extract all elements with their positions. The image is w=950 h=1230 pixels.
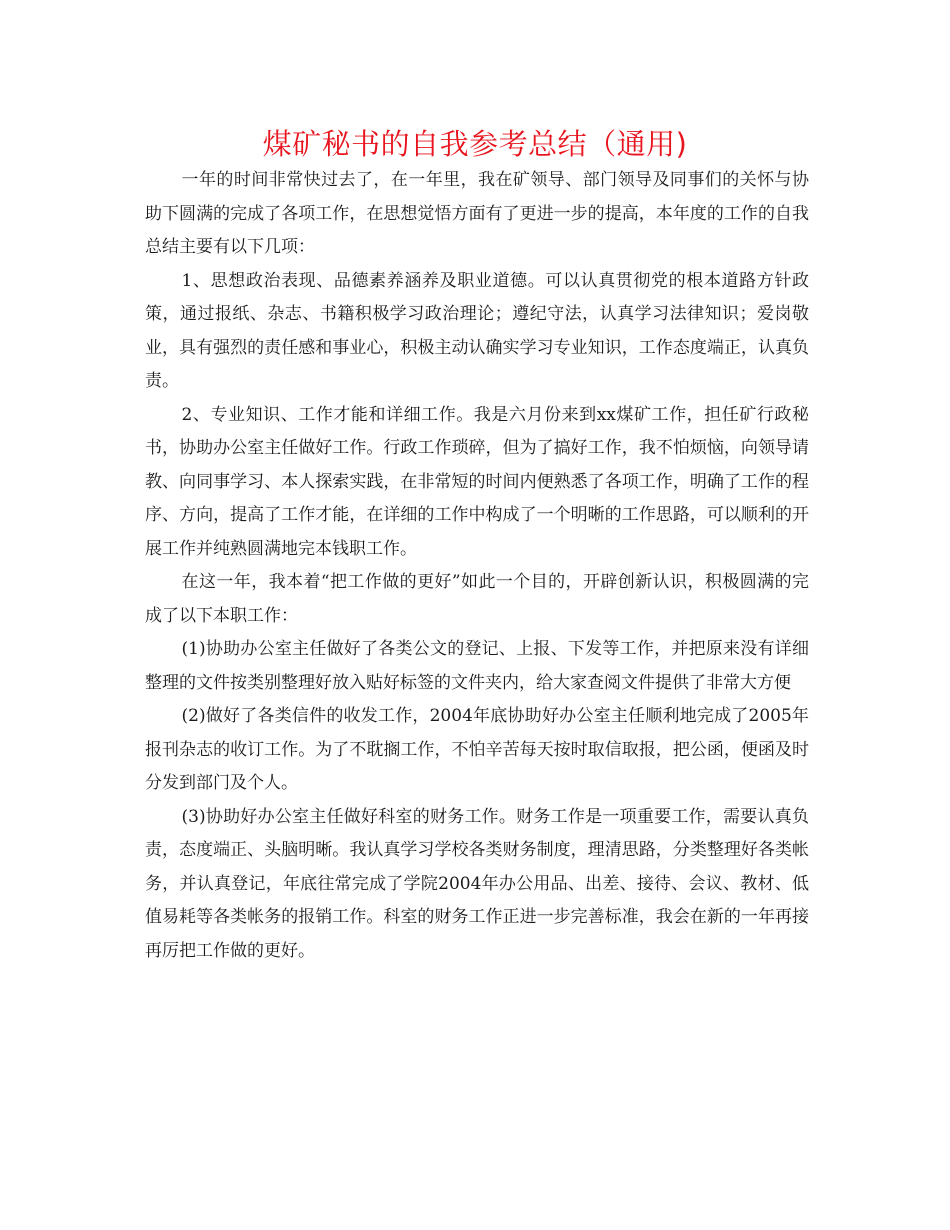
document-title: 煤矿秘书的自我参考总结（通用) xyxy=(262,127,688,161)
paragraph-item-3: (3)协助好办公室主任做好科室的财务工作。财务工作是一项重要工作，需要认真负责，态度端正、头脑明晰。我认真学习学校各类财务制度，理清思路，分类整理好各类帐务，并认真登记，年底往常完成了学院2004年办公用品、出差、接待、会议、教材、低值易耗等各类帐务的报销工作。科室的财务工作正进一步完善标准，我会在新的一年再接再厉把工作做的更好。 xyxy=(145,806,809,961)
document-body xyxy=(145,164,809,968)
paragraph-goal: 在这一年，我本着“把工作做的更好”如此一个目的，开辟创新认识，积极圆满的完成了以下本职工作： xyxy=(145,572,809,626)
paragraph-section-1: 1、思想政治表现、品德素养涵养及职业道德。可以认真贯彻党的根本道路方针政策，通过报纸、杂志、书籍积极学习政治理论；遵纪守法，认真学习法律知识；爱岗敬业，具有强烈的责任感和事业心，积极主动认确实学习专业知识，工作态度端正，认真负责。 xyxy=(145,270,809,391)
paragraph-item-1: (1)协助办公室主任做好了各类公文的登记、上报、下发等工作，并把原来没有详细整理的文件按类别整理好放入贴好标签的文件夹内，给大家查阅文件提供了非常大方便 xyxy=(145,639,809,693)
paragraph-item-2: (2)做好了各类信件的收发工作，2004年底协助好办公室主任顺利地完成了2005年报刊杂志的收订工作。为了不耽搁工作，不怕辛苦每天按时取信取报，把公函，便函及时分发到部门及个人。 xyxy=(145,706,809,793)
paragraph-intro: 一年的时间非常快过去了，在一年里，我在矿领导、部门领导及同事们的关怀与协助下圆满的完成了各项工作，在思想觉悟方面有了更进一步的提高，本年度的工作的自我总结主要有以下几项： xyxy=(145,170,809,257)
paragraph-section-2: 2、专业知识、工作才能和详细工作。我是六月份来到xx煤矿工作，担任矿行政秘书，协助办公室主任做好工作。行政工作琐碎，但为了搞好工作，我不怕烦恼，向领导请教、向同事学习、本人探索实践，在非常短的时间内便熟悉了各项工作，明确了工作的程序、方向，提高了工作才能，在详细的工作中构成了一个明晰的工作思路，可以顺利的开展工作并纯熟圆满地完本钱职工作。 xyxy=(145,404,809,559)
